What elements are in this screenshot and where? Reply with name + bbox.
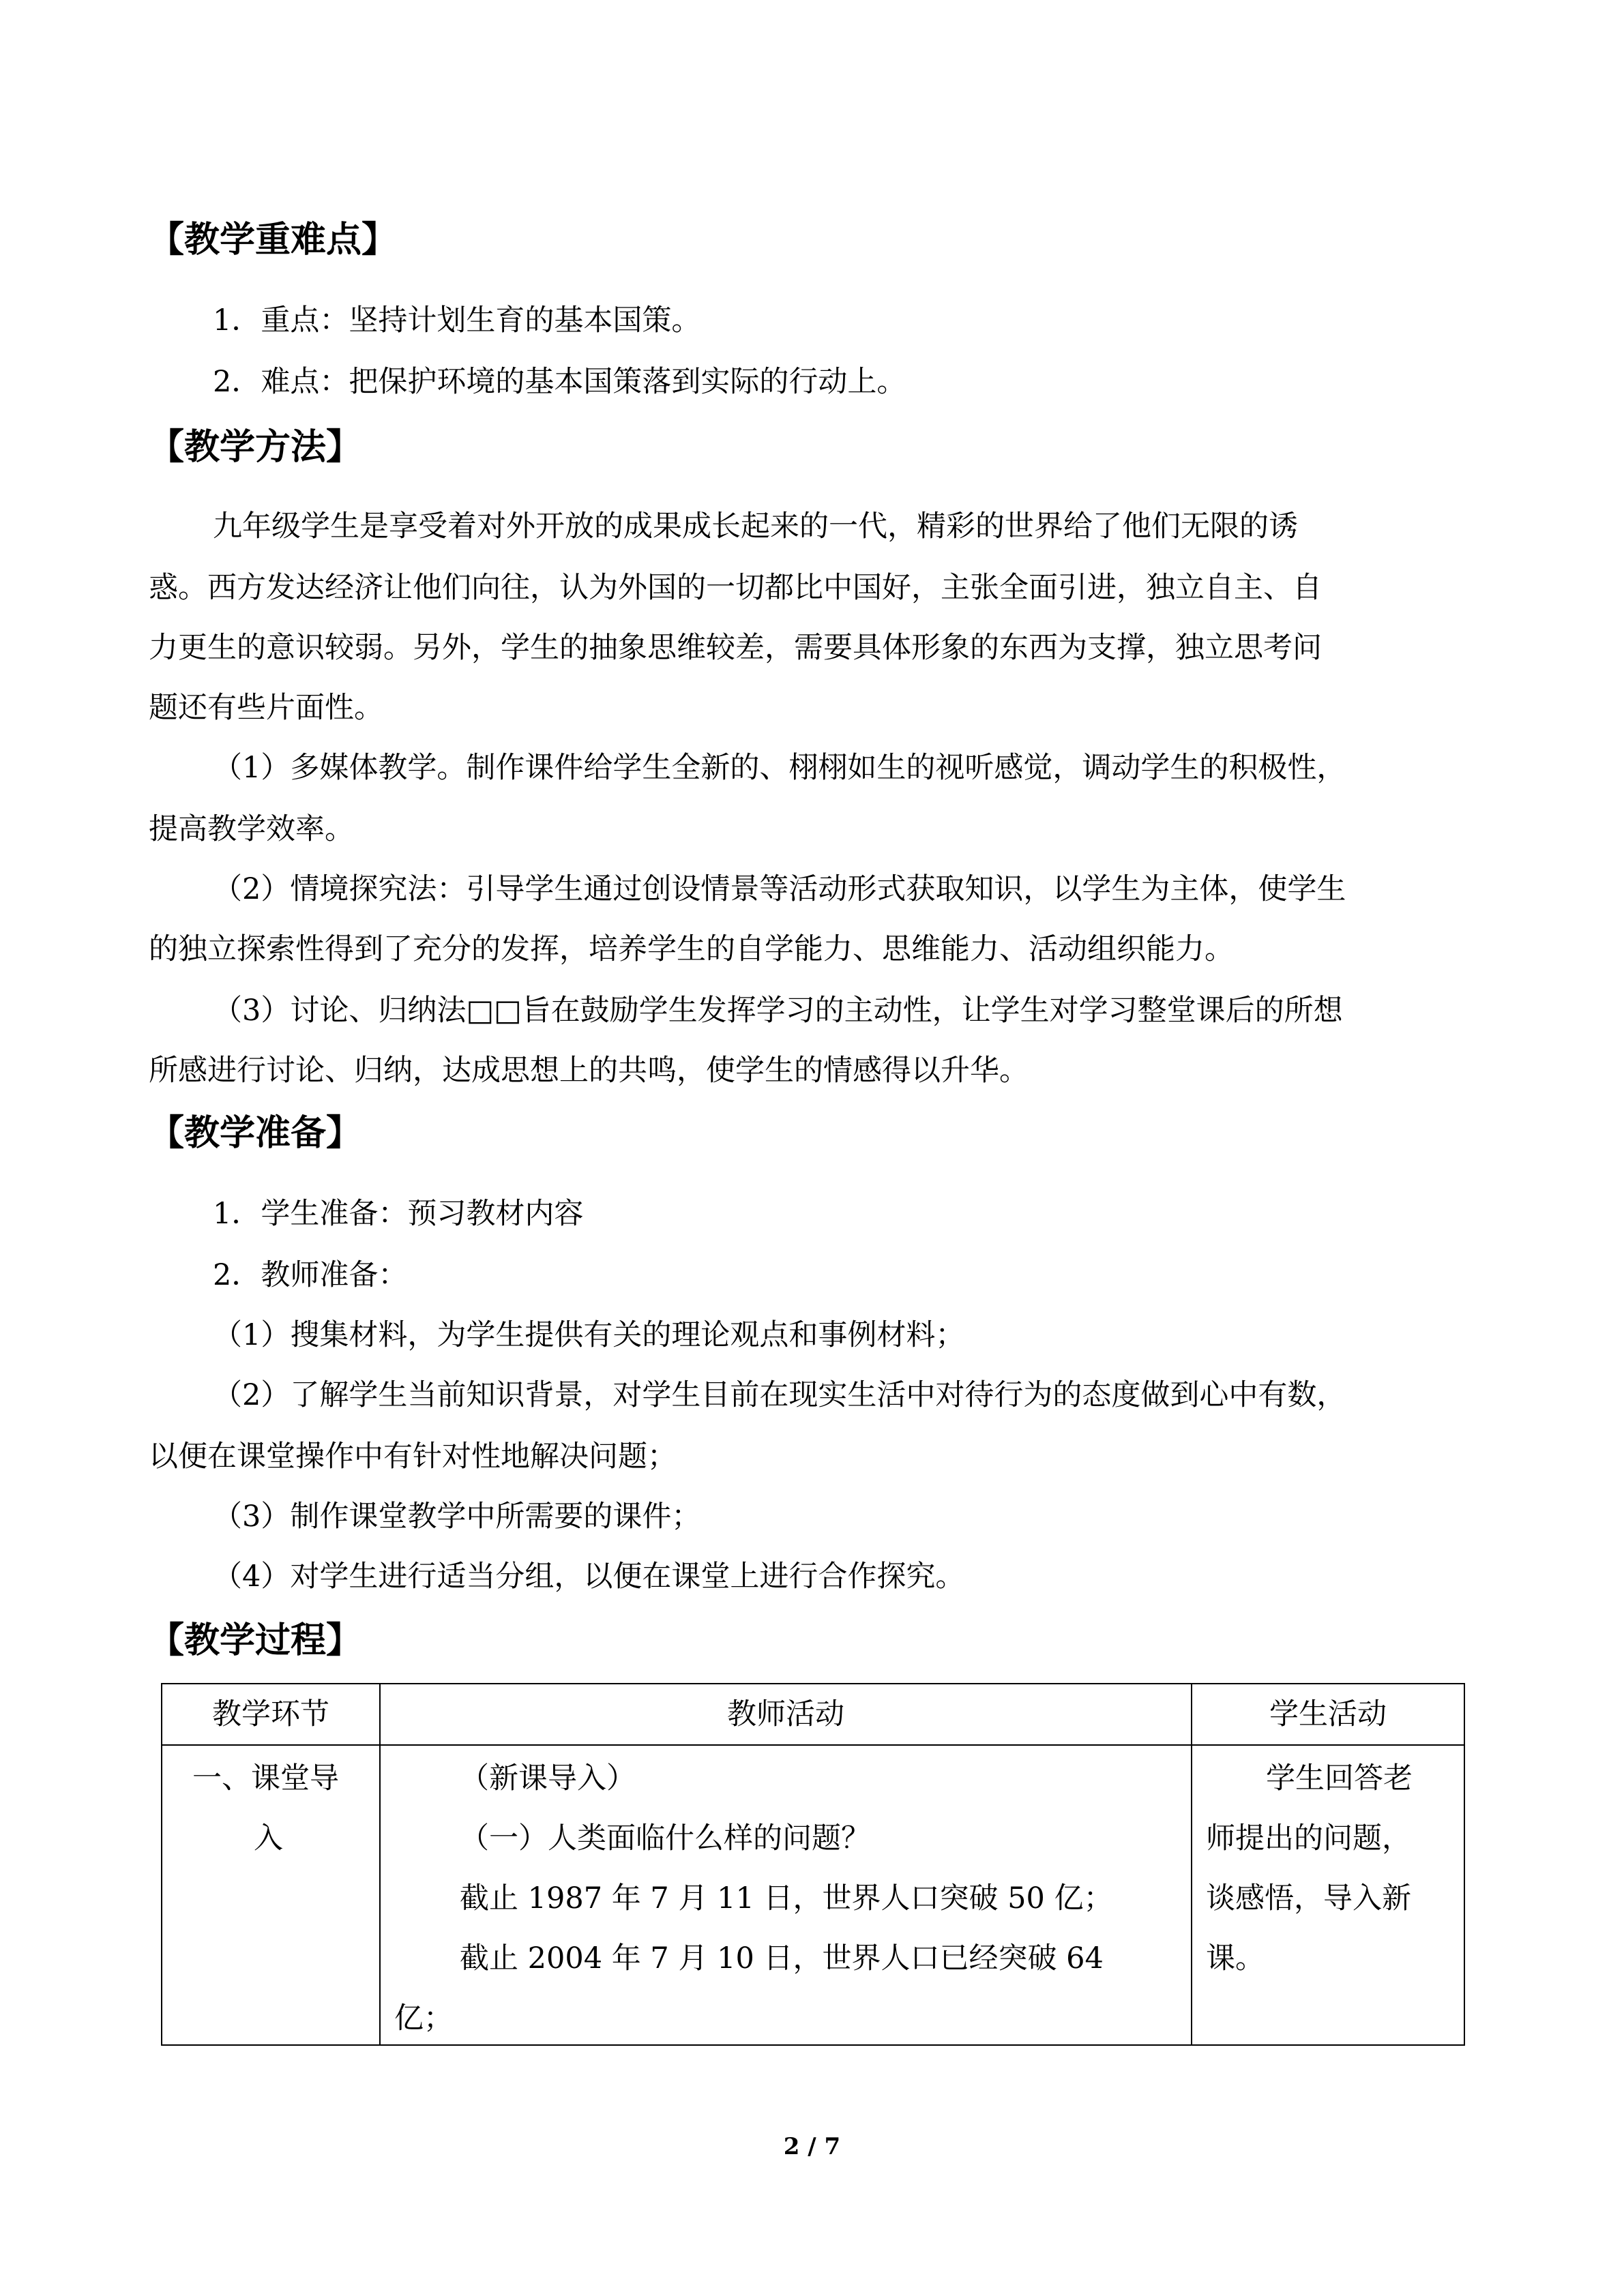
section-heading-preparation: 【教学准备】 <box>149 1113 362 1154</box>
methods-paragraph-line: （1）多媒体教学。制作课件给学生全新的、栩栩如生的视听感觉，调动学生的积极性， <box>213 751 1346 785</box>
section-heading-key-points: 【教学重难点】 <box>149 220 398 260</box>
table-cell-teacher: 亿； <box>394 2001 453 2036</box>
methods-paragraph-line: （3）讨论、归纳法□□旨在鼓励学生发挥学习的主动性，让学生对学习整堂课后的所想 <box>213 994 1343 1028</box>
process-table <box>161 1683 1465 2046</box>
methods-paragraph-line: 提高教学效率。 <box>149 812 354 846</box>
preparation-line: （2）了解学生当前知识背景，对学生目前在现实生活中对待行为的态度做到心中有数， <box>213 1378 1346 1412</box>
section-heading-process: 【教学过程】 <box>149 1620 362 1661</box>
methods-paragraph-line: 九年级学生是享受着对外开放的成果成长起来的一代，精彩的世界给了他们无限的诱 <box>213 509 1298 543</box>
preparation-line: 以便在课堂操作中有针对性地解决问题； <box>149 1440 677 1474</box>
table-cell-student: 课。 <box>1206 1941 1265 1976</box>
table-cell-student: 师提出的问题， <box>1206 1821 1411 1855</box>
methods-paragraph-line: 所感进行讨论、归纳，达成思想上的共鸣，使学生的情感得以升华。 <box>149 1054 1029 1088</box>
preparation-line: （4）对学生进行适当分组，以便在课堂上进行合作探究。 <box>213 1560 965 1594</box>
methods-paragraph-line: 的独立探索性得到了充分的发挥，培养学生的自学能力、思维能力、活动组织能力。 <box>149 932 1234 966</box>
table-header-student: 学生活动 <box>1269 1697 1387 1731</box>
table-cell-teacher: 截止 2004 年 7 月 10 日，世界人口已经突破 64 <box>460 1941 1104 1976</box>
section-heading-methods: 【教学方法】 <box>149 427 362 468</box>
table-header-stage: 教学环节 <box>212 1697 329 1731</box>
preparation-line: 1．学生准备：预习教材内容 <box>213 1197 584 1231</box>
table-divider <box>379 1684 381 2044</box>
table-cell-teacher: （新课导入） <box>460 1761 636 1795</box>
methods-paragraph-line: 力更生的意识较弱。另外，学生的抽象思维较差，需要具体形象的东西为支撑，独立思考问 <box>149 631 1322 665</box>
table-divider <box>162 1744 1464 1746</box>
preparation-line: （1）搜集材料，为学生提供有关的理论观点和事例材料； <box>213 1318 965 1352</box>
table-cell-student: 谈感悟，导入新 <box>1206 1881 1411 1915</box>
table-divider <box>1191 1684 1192 2044</box>
table-header-teacher: 教师活动 <box>727 1697 844 1731</box>
preparation-line: 2．教师准备： <box>213 1258 408 1292</box>
table-cell-student: 学生回答老 <box>1266 1761 1413 1795</box>
table-cell-stage: 一、课堂导 <box>192 1761 339 1795</box>
methods-paragraph-line: 题还有些片面性。 <box>149 691 383 725</box>
key-point-item: 1．重点：坚持计划生育的基本国策。 <box>213 303 701 338</box>
methods-paragraph-line: 惑。西方发达经济让他们向往，认为外国的一切都比中国好，主张全面引进，独立自主、自 <box>149 571 1322 605</box>
preparation-line: （3）制作课堂教学中所需要的课件； <box>213 1500 701 1534</box>
table-cell-stage: 入 <box>254 1821 283 1855</box>
page-number: 2 / 7 <box>783 2133 841 2160</box>
key-point-item: 2．难点：把保护环境的基本国策落到实际的行动上。 <box>213 365 906 399</box>
methods-paragraph-line: （2）情境探究法：引导学生通过创设情景等活动形式获取知识，以学生为主体，使学生 <box>213 872 1346 906</box>
table-cell-teacher: （一）人类面临什么样的问题？ <box>460 1821 870 1855</box>
table-cell-teacher: 截止 1987 年 7 月 11 日，世界人口突破 50 亿； <box>460 1881 1113 1915</box>
